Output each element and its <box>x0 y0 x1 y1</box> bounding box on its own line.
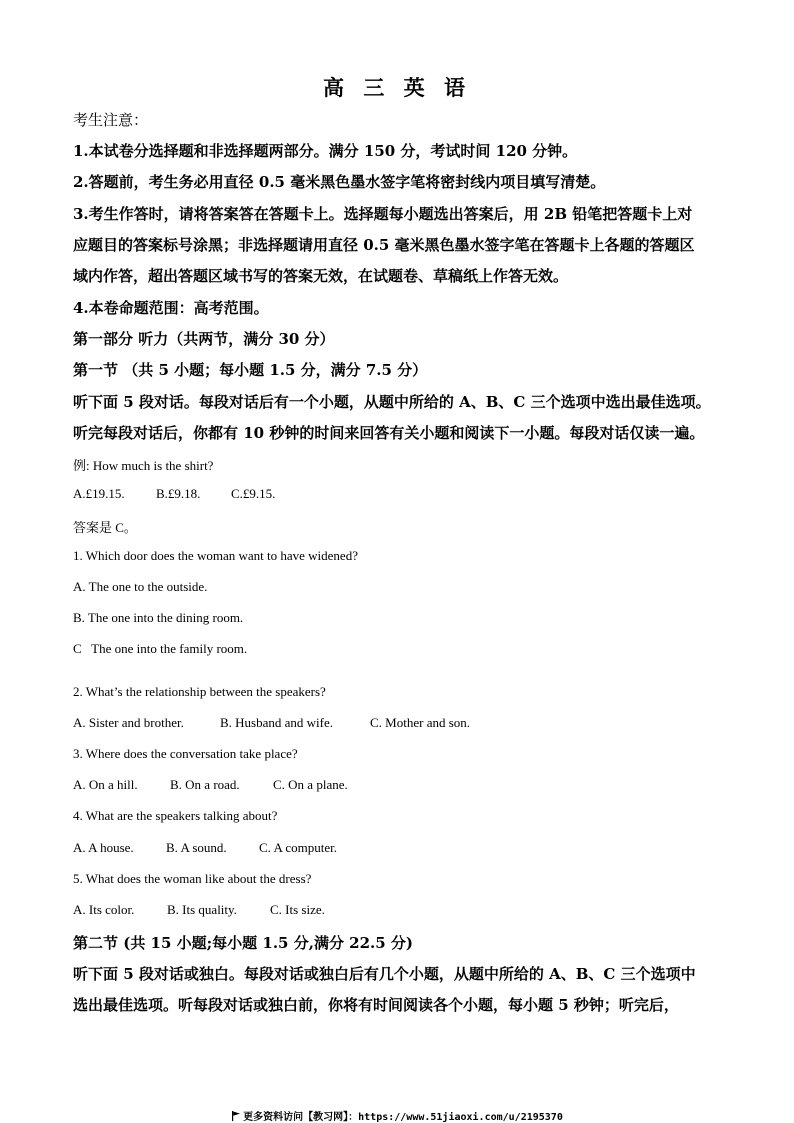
footer-text: 更多资料访问【教习网】：https://www.51jiaoxi.com/u/2195370 <box>243 1112 563 1123</box>
question-2-options <box>73 715 470 731</box>
question-2-option-b: B. Husband and wife. <box>220 715 334 730</box>
notice-item-1: 1.本试卷分选择题和非选择题两部分。满分 150 分，考试时间 120 分钟。 <box>73 142 578 160</box>
example-question: 例: How much is the shirt? <box>73 458 214 473</box>
section2-heading: 第二节 (共 15 小题;每小题 1.5 分,满分 22.5 分) <box>73 934 414 952</box>
notice-item-3-line-2: 应题目的答案标号涂黑；非选择题请用直径 0.5 毫米黑色墨水签字笔在答题卡上各题的答题区 <box>73 236 695 254</box>
example-option-b: B.£9.18. <box>156 486 201 501</box>
example-options <box>73 486 275 502</box>
example-answer: 答案是 C。 <box>73 520 137 535</box>
section2-instruction-line-2: 选出最佳选项。听每段对话或独白前，你将有时间阅读各个小题，每小题 5 秒钟；听完后， <box>73 996 679 1014</box>
page-title: 高 三 英 语 <box>323 75 471 100</box>
notice-item-3-line-3: 域内作答，超出答题区域书写的答案无效，在试题卷、草稿纸上作答无效。 <box>73 267 569 285</box>
footer-link[interactable] <box>0 1108 794 1123</box>
question-5-option-a: A. Its color. <box>73 902 135 917</box>
question-3-options <box>73 777 348 793</box>
question-4-option-b: B. A sound. <box>166 840 227 855</box>
question-3: 3. Where does the conversation take place? <box>73 746 298 761</box>
question-3-option-b: B. On a road. <box>170 777 240 792</box>
question-2: 2. What’s the relationship between the speakers? <box>73 684 326 699</box>
question-2-option-a: A. Sister and brother. <box>73 715 184 730</box>
question-5-option-b: B. Its quality. <box>167 902 237 917</box>
notice-heading: 考生注意： <box>73 111 149 129</box>
question-5-option-c: C. Its size. <box>270 902 325 917</box>
notice-item-4: 4.本卷命题范围：高考范围。 <box>73 299 269 317</box>
question-4-option-c: C. A computer. <box>259 840 337 855</box>
question-1-option-c: C The one into the family room. <box>73 641 248 656</box>
question-4: 4. What are the speakers talking about? <box>73 808 278 823</box>
section1-instruction-line-2: 听完每段对话后，你都有 10 秒钟的时间来回答有关小题和阅读下一小题。每段对话仅读一遍。 <box>73 424 705 442</box>
section1-instruction-line-1: 听下面 5 段对话。每段对话后有一个小题，从题中所给的 A、B、C 三个选项中选出最佳选项。 <box>73 393 711 411</box>
section1-heading: 第一节 （共 5 小题；每小题 1.5 分，满分 7.5 分） <box>73 361 428 379</box>
question-1-option-b: B. The one into the dining room. <box>73 610 244 625</box>
question-2-option-c: C. Mother and son. <box>370 715 471 730</box>
notice-item-2: 2.答题前，考生务必用直径 0.5 毫米黑色墨水签字笔将密封线内项目填写清楚。 <box>73 173 606 191</box>
question-3-option-a: A. On a hill. <box>73 777 138 792</box>
question-5: 5. What does the woman like about the dress? <box>73 871 312 886</box>
part1-heading: 第一部分 听力（共两节，满分 30 分） <box>73 330 335 348</box>
question-4-options <box>73 840 337 856</box>
notice-item-3-line-1: 3.考生作答时，请将答案答在答题卡上。选择题每小题选出答案后，用 2B 铅笔把答题卡上对 <box>73 205 693 223</box>
question-3-option-c: C. On a plane. <box>273 777 348 792</box>
example-option-a: A.£19.15. <box>73 486 125 501</box>
question-4-option-a: A. A house. <box>73 840 134 855</box>
question-1-option-a: A. The one to the outside. <box>73 579 208 594</box>
flag-icon <box>231 1111 241 1121</box>
example-option-c: C.£9.15. <box>231 486 276 501</box>
question-1: 1. Which door does the woman want to have widened? <box>73 548 358 563</box>
question-5-options <box>73 902 325 918</box>
section2-instruction-line-1: 听下面 5 段对话或独白。每段对话或独白后有几个小题，从题中所给的 A、B、C 三个选项中 <box>73 965 696 983</box>
